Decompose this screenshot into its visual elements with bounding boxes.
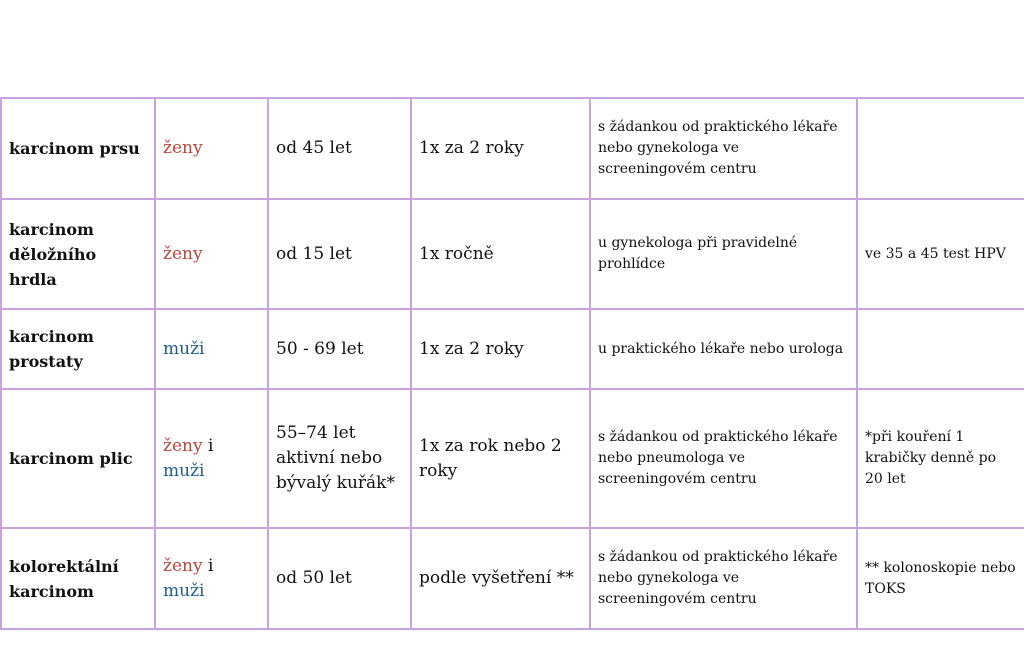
frequency-cell: 1x za 2 roky	[411, 309, 590, 389]
table-row	[1, 199, 1024, 309]
where-cell: u praktického lékaře nebo urologa	[590, 309, 857, 389]
frequency-cell: 1x za 2 roky	[411, 98, 590, 199]
frequency-cell: 1x ročně	[411, 199, 590, 309]
note-cell: *při kouření 1 krabičky denně po 20 let	[857, 389, 1024, 528]
frequency-cell: 1x za rok nebo 2 roky	[411, 389, 590, 528]
disease-cell: karcinom prsu	[1, 98, 155, 199]
women-label: ženy	[163, 243, 203, 264]
where-cell: s žádankou od praktického lékaře nebo gynekologa ve screeningovém centru	[590, 98, 857, 199]
target-group-cell	[155, 199, 268, 309]
disease-cell: karcinom plic	[1, 389, 155, 528]
age-cell: 55–74 let aktivní nebo bývalý kuřák*	[268, 389, 411, 528]
conjunction-label: i	[202, 555, 214, 576]
disease-cell: kolorektální karcinom	[1, 528, 155, 629]
target-group-cell	[155, 389, 268, 528]
men-label: muži	[163, 338, 205, 359]
table-row	[1, 98, 1024, 199]
table-row	[1, 528, 1024, 629]
table-row	[1, 389, 1024, 528]
frequency-cell: podle vyšetření **	[411, 528, 590, 629]
target-group-cell	[155, 528, 268, 629]
table-row	[1, 309, 1024, 389]
men-label: muži	[163, 580, 205, 601]
note-cell	[857, 98, 1024, 199]
women-label: ženy	[163, 555, 203, 576]
screening-table	[0, 97, 1024, 630]
where-cell: s žádankou od praktického lékaře nebo gynekologa ve screeningovém centru	[590, 528, 857, 629]
target-group-cell	[155, 309, 268, 389]
women-label: ženy	[163, 138, 203, 158]
women-label: ženy	[163, 435, 203, 456]
target-group-cell	[155, 98, 268, 199]
where-cell: s žádankou od praktického lékaře nebo pneumologa ve screeningovém centru	[590, 389, 857, 528]
note-cell	[857, 309, 1024, 389]
conjunction-label: i	[202, 435, 214, 456]
note-cell: ve 35 a 45 test HPV	[857, 199, 1024, 309]
men-label: muži	[163, 460, 205, 481]
note-cell: ** kolonoskopie nebo TOKS	[857, 528, 1024, 629]
disease-cell: karcinom děložního hrdla	[1, 199, 155, 309]
age-cell: od 15 let	[268, 199, 411, 309]
age-cell: 50 - 69 let	[268, 309, 411, 389]
where-cell: u gynekologa při pravidelné prohlídce	[590, 199, 857, 309]
age-cell: od 45 let	[268, 98, 411, 199]
age-cell: od 50 let	[268, 528, 411, 629]
disease-cell: karcinom prostaty	[1, 309, 155, 389]
